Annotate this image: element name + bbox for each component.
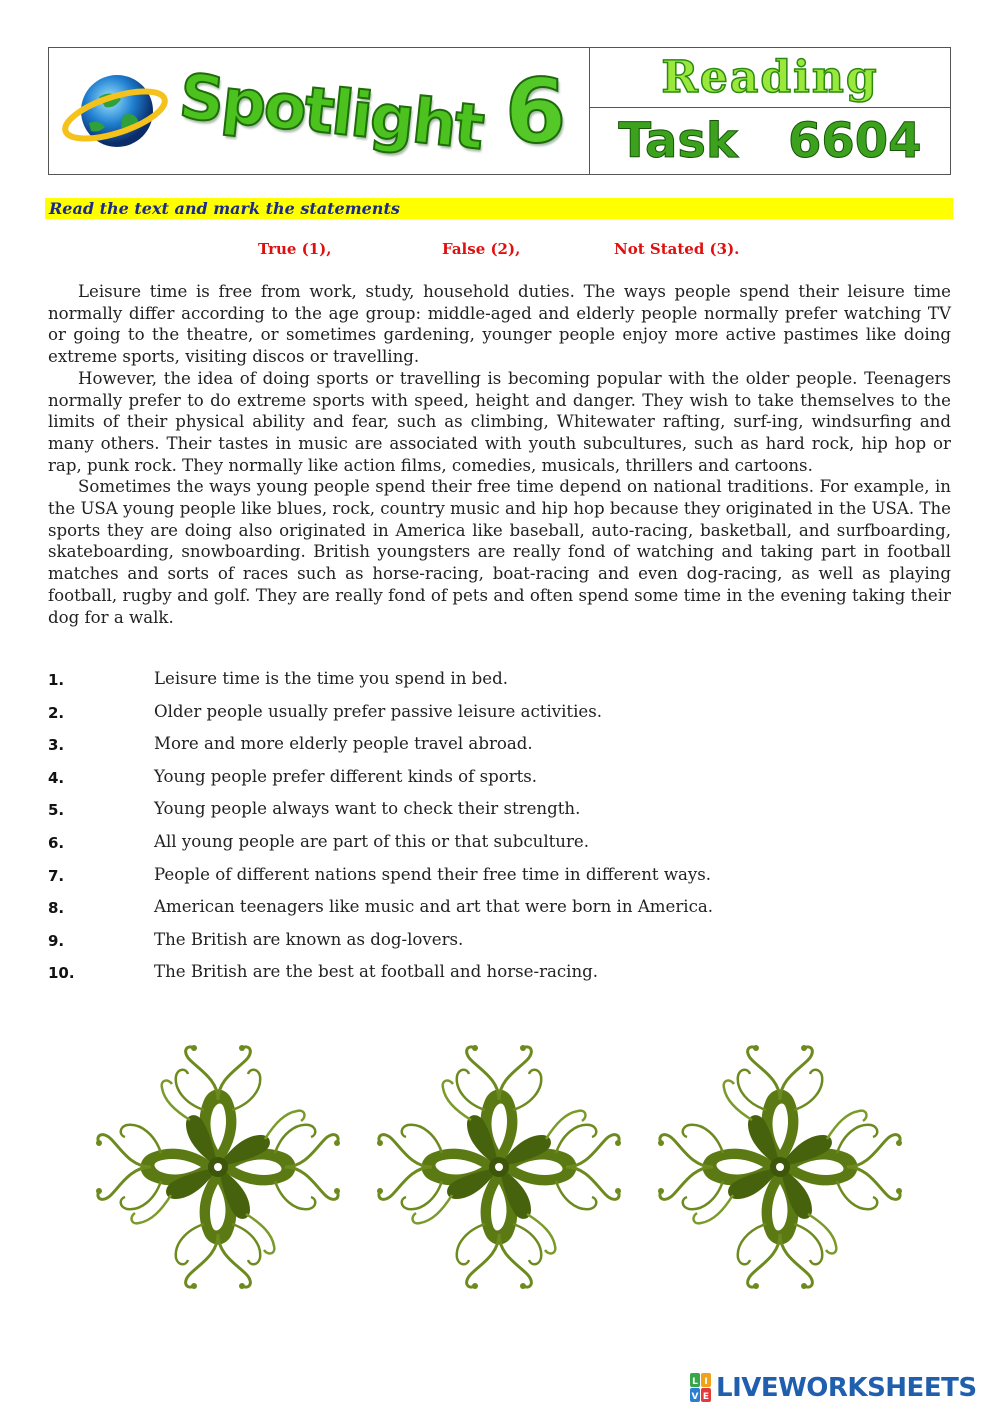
statement-number: 9.: [48, 931, 65, 950]
title-cell: [590, 48, 950, 174]
svg-text:E: E: [702, 1392, 710, 1402]
liveworksheets-brand[interactable]: [690, 1371, 977, 1405]
task-number: Task 6604: [618, 113, 922, 169]
answer-options: [0, 240, 999, 260]
statement-row: [48, 864, 951, 897]
option-true: True (1),: [258, 240, 332, 258]
statement-text: Young people always want to check their strength.: [154, 799, 581, 819]
floral-ornament-icon: [90, 1040, 346, 1294]
statement-row: [48, 766, 951, 799]
statement-text: Older people usually prefer passive leisure activities.: [154, 701, 603, 721]
spotlight-logo-word: Spotlight: [176, 58, 486, 164]
liveworksheets-logo-icon: [690, 1373, 712, 1403]
section-title: Reading: [661, 52, 879, 103]
statement-number: 8.: [48, 899, 65, 918]
statement-row: [48, 929, 951, 962]
instruction-text: Read the text and mark the statements: [49, 199, 400, 218]
passage-paragraph: Sometimes the ways young people spend their free time depend on national traditions. For example, in the USA young people like blues, rock, country music and hip hop because they originated in the USA. The sports they are doing also originated in America like baseball, auto-racing, basketball, and surfboarding, skateboarding, snowboarding. British youngsters are really fond of watching and taking part in football matches and sorts of races such as horse-racing, boat-racing and even dog-racing, as well as playing football, rugby and golf. They are really fond of pets and often spend some time in the evening taking their dog for a walk.: [48, 477, 951, 627]
statement-number: 10.: [48, 964, 75, 983]
svg-text:I: I: [704, 1377, 708, 1387]
statement-text: People of different nations spend their free time in different ways.: [154, 864, 712, 884]
task-cell: [590, 108, 950, 174]
statement-text: Young people prefer different kinds of sports.: [154, 766, 538, 786]
statement-text: The British are the best at football and horse-racing.: [154, 962, 599, 982]
statement-text: More and more elderly people travel abroad.: [154, 734, 533, 754]
instruction-bar: [45, 198, 953, 219]
globe-logo-icon: [59, 61, 171, 161]
logo-cell: [49, 48, 590, 174]
reading-passage: [48, 281, 951, 628]
ornament-row: [0, 1040, 999, 1300]
statement-text: The British are known as dog-lovers.: [154, 929, 464, 949]
statement-number: 7.: [48, 866, 65, 885]
statement-row: [48, 733, 951, 766]
svg-text:L: L: [692, 1377, 698, 1387]
statement-number: 4.: [48, 768, 65, 787]
statement-text: American teenagers like music and art that were born in America.: [154, 897, 714, 917]
statement-row: [48, 831, 951, 864]
statement-number: 1.: [48, 671, 65, 689]
passage-paragraph: However, the idea of doing sports or travelling is becoming popular with the older people. Teenagers normally prefer to do extreme sports with speed, height and danger. They wish to take themselves to the limits of their physical ability and fear, such as climbing, Whitewater rafting, surf-ing, windsurfing and many others. Their tastes in music are associated with youth subcultures, such as hard rock, hip hop or rap, punk rock. They normally like action films, comedies, musicals, thrillers and cartoons.: [48, 368, 951, 475]
statement-text: Leisure time is the time you spend in bed.: [154, 669, 509, 688]
statement-row: [48, 798, 951, 831]
header-box: [48, 47, 951, 175]
statements-list: [48, 668, 951, 994]
brand-name: LIVEWORKSHEETS: [716, 1373, 977, 1403]
statement-number: 6.: [48, 833, 65, 852]
floral-ornament-icon: [371, 1040, 627, 1294]
statement-number: 2.: [48, 703, 65, 722]
option-false: False (2),: [442, 240, 521, 258]
section-cell: [590, 48, 950, 108]
spotlight-logo-number: 6: [504, 59, 567, 163]
statement-row: [48, 896, 951, 929]
statement-text: All young people are part of this or that subculture.: [154, 831, 590, 851]
statement-row: [48, 961, 951, 994]
option-not-stated: Not Stated (3).: [614, 240, 740, 258]
passage-paragraph: Leisure time is free from work, study, household duties. The ways people spend their leisure time normally differ according to the age group: middle-aged and elderly people normally prefer watching TV or going to the theatre, or sometimes gardening, younger people enjoy more active pastimes like doing extreme sports, visiting discos or travelling.: [48, 282, 951, 367]
statement-number: 3.: [48, 736, 65, 755]
floral-ornament-icon: [652, 1040, 908, 1294]
svg-text:V: V: [691, 1392, 699, 1402]
statement-row: [48, 668, 951, 701]
statement-row: [48, 701, 951, 734]
statement-number: 5.: [48, 801, 65, 820]
